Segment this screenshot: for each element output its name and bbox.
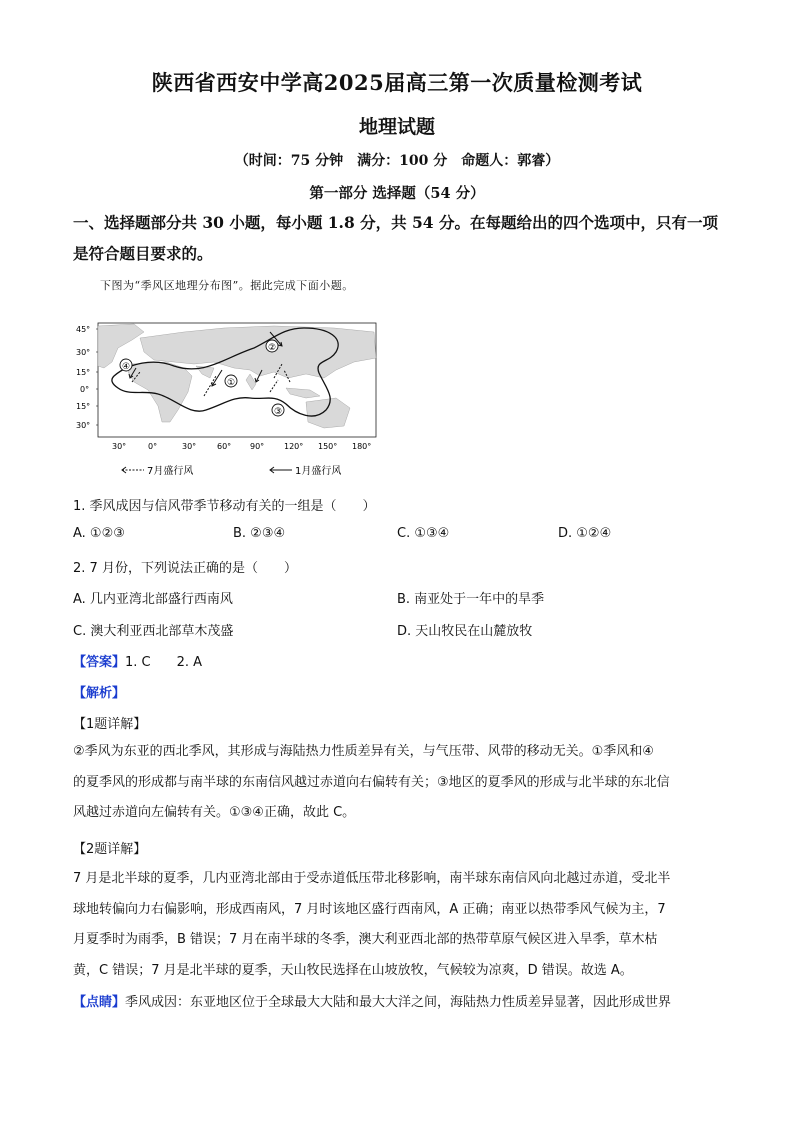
- marker-1-label: ①: [227, 378, 236, 388]
- q1-option-b[interactable]: B. ②③④: [233, 526, 286, 541]
- lon-label-30w: 30°: [112, 442, 127, 451]
- q2-option-d[interactable]: D. 天山牧民在山麓放牧: [397, 624, 533, 639]
- detail-2-line-2: 球地转偏向力右偏影响，形成西南风，7 月时该地区盛行西南风，A 正确；南亚以热带季风气候为主，7: [73, 901, 666, 917]
- lat-label-0: 0°: [80, 385, 90, 394]
- q2-option-a[interactable]: A. 几内亚湾北部盛行西南风: [73, 592, 233, 607]
- answer-text: 1. C 2. A: [125, 655, 203, 670]
- lon-label-150e: 150°: [318, 442, 338, 451]
- detail-2-heading: 【2题详解】: [73, 842, 147, 857]
- legend-jan-label: 1月盛行风: [295, 466, 342, 477]
- detail-2-line-3: 月夏季时为雨季，B 错误；7 月在南半球的冬季，澳大利亚西北部的热带草原气候区进入旱季，草木枯: [73, 932, 658, 947]
- tip-label: 【点睛】: [73, 995, 126, 1010]
- analysis-label: 【解析】: [73, 686, 126, 701]
- q2-option-c[interactable]: C. 澳大利亚西北部草木茂盛: [73, 624, 234, 639]
- tip-row: [73, 988, 721, 1019]
- tip-text: 季风成因：东亚地区位于全球最大大陆和最大大洋之间，海陆热力性质差异显著，因此形成世界: [125, 995, 672, 1010]
- exam-info: （时间：75 分钟 满分：100 分 命题人：郭睿）: [234, 153, 560, 169]
- lat-label-15n: 15°: [76, 368, 91, 377]
- lon-label-120e: 120°: [284, 442, 304, 451]
- q1-option-c[interactable]: C. ①③④: [397, 526, 450, 541]
- section-heading: 第一部分 选择题（54 分）: [309, 185, 485, 202]
- q1-option-a[interactable]: A. ①②③: [73, 526, 125, 541]
- detail-2-body: [73, 864, 721, 986]
- legend-july-label: 7月盛行风: [147, 466, 194, 477]
- monsoon-map-figure: [74, 318, 386, 480]
- exam-title: 陕西省西安中学高2025届高三第一次质量检测考试: [151, 70, 643, 95]
- lon-label-0: 0°: [148, 442, 158, 451]
- subject-title: 地理试题: [358, 116, 435, 138]
- marker-4-label: ④: [122, 362, 131, 372]
- analysis-row: [73, 682, 125, 701]
- lon-label-90e: 90°: [250, 442, 265, 451]
- marker-3-label: ③: [274, 407, 283, 417]
- q2-option-b[interactable]: B. 南亚处于一年中的旱季: [397, 592, 545, 607]
- answer-label: 【答案】: [73, 655, 126, 670]
- detail-1-line-2: 的夏季风的形成都与南半球的东南信风越过赤道向右偏转有关；③地区的夏季风的形成与北半球的东北信: [73, 774, 670, 790]
- lat-label-30n: 30°: [76, 348, 91, 357]
- lon-label-60e: 60°: [217, 442, 232, 451]
- detail-1-line-1: ②季风为东亚的西北季风，其形成与海陆热力性质差异有关，与气压带、风带的移动无关。①季风和④: [73, 744, 654, 759]
- q1-option-d[interactable]: D. ①②④: [558, 526, 612, 541]
- detail-2-line-1: 7 月是北半球的夏季，几内亚湾北部由于受赤道低压带北移影响，南半球东南信风向北越过赤道，受北半: [73, 871, 671, 886]
- detail-1-heading: 【1题详解】: [73, 717, 147, 732]
- detail-1-line-3: 风越过赤道向左偏转有关。①③④正确，故此 C。: [73, 805, 356, 820]
- detail-2-line-4: 黄，C 错误；7 月是北半球的夏季，天山牧民选择在山坡放牧，气候较为凉爽，D 错误。故选 A。: [73, 962, 633, 978]
- question-1-stem: 1. 季风成因与信风带季节移动有关的一组是（ ）: [73, 499, 376, 514]
- instructions-line-1: 一、选择题部分共 30 小题，每小题 1.8 分，共 54 分。在每题给出的四个选项中，只有一项: [73, 213, 718, 232]
- marker-2-label: ②: [268, 343, 277, 353]
- question-2-stem: 2. 7 月份，下列说法正确的是（ ）: [73, 561, 297, 576]
- lon-label-30e: 30°: [182, 442, 197, 451]
- lat-label-30s: 30°: [76, 421, 91, 430]
- instructions-line-2: 是符合题目要求的。: [73, 244, 213, 263]
- lat-label-15s: 15°: [76, 402, 91, 411]
- detail-1-body: [73, 737, 721, 829]
- lat-label-45n: 45°: [76, 325, 91, 334]
- answer-row: [73, 651, 202, 670]
- figure-intro: 下图为“季风区地理分布图”。据此完成下面小题。: [100, 279, 354, 292]
- lon-label-180: 180°: [352, 442, 372, 451]
- instructions: [73, 207, 723, 269]
